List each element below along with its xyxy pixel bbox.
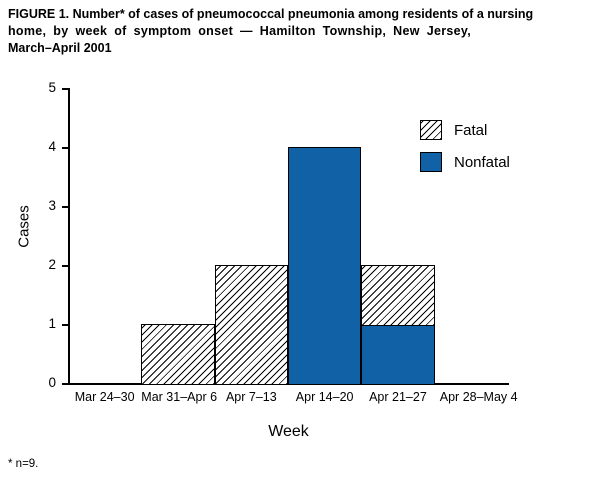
x-tick-label-mar31-apr6: Mar 31–Apr 6 (141, 390, 218, 404)
chart-plot-area (0, 78, 600, 440)
figure-footnote: * n=9. (8, 458, 39, 470)
legend-swatch-nonfatal-icon (420, 152, 442, 172)
y-tick-0 (62, 383, 68, 385)
chart-legend (420, 120, 580, 184)
y-tick-label-1: 1 (48, 316, 56, 331)
bar-nonfatal-apr21-27 (361, 324, 434, 385)
y-tick-2 (62, 265, 68, 267)
figure-title-line-1: FIGURE 1. Number* of cases of pneumococcal pneumonia among residents of a nursing (8, 7, 534, 21)
legend-item-nonfatal (420, 152, 580, 172)
figure-title-line-3: March–April 2001 (8, 41, 112, 55)
x-tick-label-apr7-13: Apr 7–13 (225, 390, 277, 404)
legend-label-nonfatal: Nonfatal (454, 153, 510, 171)
y-tick-3 (62, 206, 68, 208)
y-tick-label-2: 2 (48, 257, 56, 272)
y-axis-label: Cases (15, 205, 33, 248)
y-tick-label-0: 0 (48, 375, 56, 390)
x-axis-label: Week (268, 423, 309, 440)
x-tick-label-apr28-may4: Apr 28–May 4 (439, 390, 518, 404)
legend-swatch-fatal-icon (420, 120, 442, 140)
y-tick-5 (62, 88, 68, 90)
x-tick-label-mar24-30: Mar 24–30 (74, 390, 135, 404)
bar-nonfatal-apr14-20 (288, 147, 361, 385)
figure-title-line-2: home, by week of symptom onset — Hamilton Township, New Jersey, (8, 24, 472, 38)
figure-title (8, 6, 592, 57)
bar-fatal-apr7-13 (215, 265, 288, 385)
legend-label-fatal: Fatal (454, 121, 488, 139)
legend-item-fatal (420, 120, 580, 140)
y-axis-line (68, 88, 70, 384)
bar-fatal-apr21-27 (361, 265, 434, 326)
x-tick-label-apr14-20: Apr 14–20 (295, 390, 354, 404)
x-tick-label-apr21-27: Apr 21–27 (369, 390, 427, 404)
y-tick-label-3: 3 (48, 198, 56, 213)
bar-fatal-mar31-apr6 (141, 324, 214, 385)
y-tick-label-4: 4 (48, 139, 56, 154)
y-tick-4 (62, 147, 68, 149)
y-tick-label-5: 5 (48, 80, 56, 95)
y-tick-1 (62, 324, 68, 326)
